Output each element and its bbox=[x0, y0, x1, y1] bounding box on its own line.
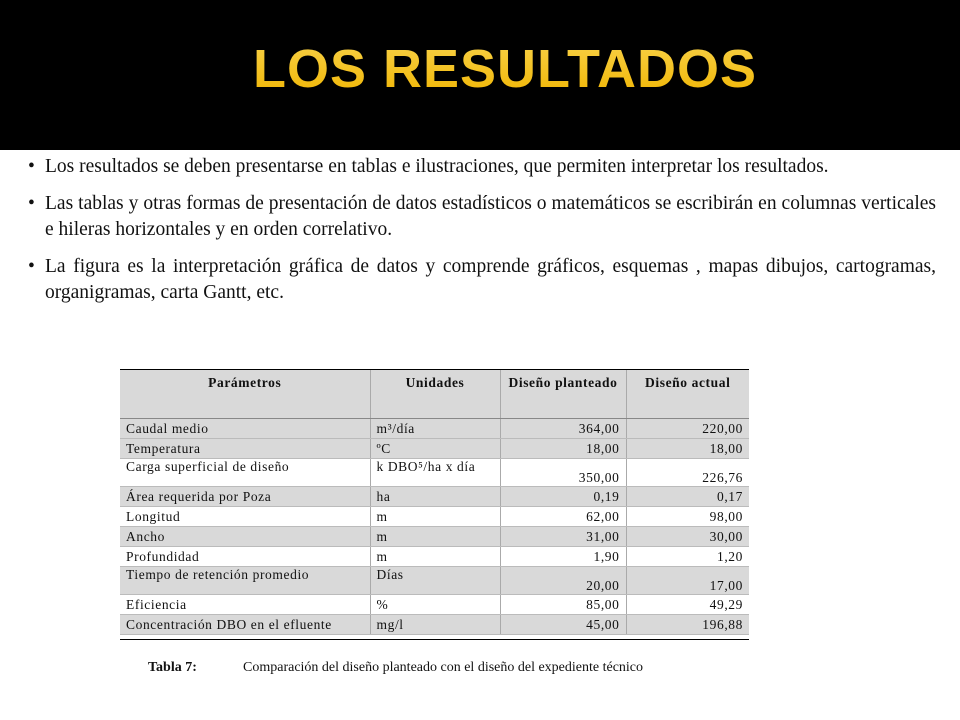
cell-unit: Días bbox=[370, 567, 500, 595]
cell-actual: 49,29 bbox=[626, 595, 749, 615]
cell-param: Ancho bbox=[120, 527, 370, 547]
cell-param: Profundidad bbox=[120, 547, 370, 567]
cell-actual: 220,00 bbox=[626, 419, 749, 439]
header-parametros: Parámetros bbox=[120, 370, 370, 419]
bullet-marker: • bbox=[28, 193, 35, 214]
table-row bbox=[120, 595, 749, 615]
cell-unit: % bbox=[370, 595, 500, 615]
cell-unit: m bbox=[370, 507, 500, 527]
cell-param: Concentración DBO en el efluente bbox=[120, 615, 370, 635]
bullet-text: Los resultados se deben presentarse en tablas e ilustraciones, que permiten interpretar los resultados. bbox=[45, 156, 829, 177]
cell-planteado: 20,00 bbox=[500, 567, 626, 595]
bullet-marker: • bbox=[28, 156, 35, 177]
cell-actual: 98,00 bbox=[626, 507, 749, 527]
cell-planteado: 31,00 bbox=[500, 527, 626, 547]
table-row bbox=[120, 547, 749, 567]
cell-param: Longitud bbox=[120, 507, 370, 527]
header-unidades: Unidades bbox=[370, 370, 500, 419]
cell-unit: mg/l bbox=[370, 615, 500, 635]
cell-planteado: 364,00 bbox=[500, 419, 626, 439]
table-row bbox=[120, 439, 749, 459]
bullet-marker: • bbox=[28, 256, 35, 277]
caption-text: Comparación del diseño planteado con el diseño del expediente técnico bbox=[243, 660, 644, 675]
header-diseno-planteado: Diseño planteado bbox=[500, 370, 626, 419]
bullet-text: Las tablas y otras formas de presentación de datos estadísticos o matemáticos se escribirán en columnas verticales e hileras horizontales y en orden correlativo. bbox=[45, 193, 936, 240]
cell-param: Temperatura bbox=[120, 439, 370, 459]
bullet-item bbox=[28, 191, 936, 243]
header-diseno-actual: Diseño actual bbox=[626, 370, 749, 419]
bullet-text: La figura es la interpretación gráfica de datos y comprende gráficos, esquemas , mapas dibujos, cartogramas, organigramas, carta Gantt, etc. bbox=[45, 256, 936, 303]
table-row bbox=[120, 419, 749, 439]
bullet-list bbox=[28, 154, 936, 317]
cell-actual: 0,17 bbox=[626, 487, 749, 507]
cell-planteado: 62,00 bbox=[500, 507, 626, 527]
cell-planteado: 18,00 bbox=[500, 439, 626, 459]
caption-label: Tabla 7: bbox=[148, 660, 197, 675]
cell-actual: 196,88 bbox=[626, 615, 749, 635]
cell-unit: m bbox=[370, 547, 500, 567]
table-row bbox=[120, 459, 749, 487]
cell-planteado: 85,00 bbox=[500, 595, 626, 615]
cell-param: Área requerida por Poza bbox=[120, 487, 370, 507]
cell-unit: m bbox=[370, 527, 500, 547]
bullet-item bbox=[28, 154, 936, 180]
cell-unit: m³/día bbox=[370, 419, 500, 439]
cell-planteado: 45,00 bbox=[500, 615, 626, 635]
table-row bbox=[120, 567, 749, 595]
table-header-row bbox=[120, 370, 749, 419]
cell-planteado: 350,00 bbox=[500, 459, 626, 487]
cell-unit: k DBO⁵/ha x día bbox=[370, 459, 500, 487]
table-row bbox=[120, 487, 749, 507]
cell-actual: 226,76 bbox=[626, 459, 749, 487]
cell-unit: ha bbox=[370, 487, 500, 507]
cell-actual: 30,00 bbox=[626, 527, 749, 547]
cell-actual: 17,00 bbox=[626, 567, 749, 595]
cell-actual: 1,20 bbox=[626, 547, 749, 567]
table-row bbox=[120, 527, 749, 547]
cell-actual: 18,00 bbox=[626, 439, 749, 459]
cell-param: Eficiencia bbox=[120, 595, 370, 615]
cell-unit: ºC bbox=[370, 439, 500, 459]
slide-title: LOS RESULTADOS bbox=[0, 38, 960, 100]
table-row bbox=[120, 615, 749, 635]
cell-param: Tiempo de retención promedio bbox=[120, 567, 370, 595]
cell-planteado: 0,19 bbox=[500, 487, 626, 507]
table-row bbox=[120, 507, 749, 527]
bullet-item bbox=[28, 254, 936, 306]
comparison-table bbox=[120, 369, 749, 640]
cell-planteado: 1,90 bbox=[500, 547, 626, 567]
cell-param: Caudal medio bbox=[120, 419, 370, 439]
cell-param: Carga superficial de diseño bbox=[120, 459, 370, 487]
